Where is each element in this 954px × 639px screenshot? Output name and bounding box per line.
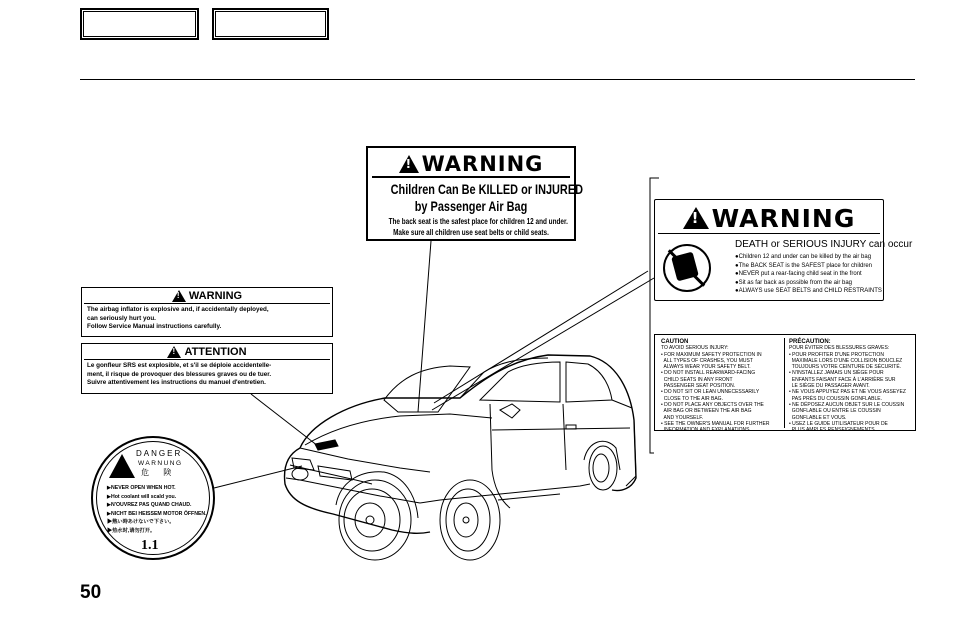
visor-bullet: ● Children 12 and under can be killed by the air bag — [735, 253, 882, 262]
warning-triangle-icon — [167, 346, 181, 358]
sun-visor-warning-label — [654, 199, 913, 301]
visor-bullet: ● ALWAYS use SEAT BELTS and CHILD RESTRAINTS — [735, 287, 882, 296]
airbag-inflator-attention-label — [81, 343, 333, 394]
attention-heading-text: ATTENTION — [184, 346, 247, 358]
inflator-warning-line3: Follow Service Manual instructions carefully. — [87, 323, 222, 330]
attention-line1: Le gonfleur SRS est explosible, et s'il se déploie accidentelle- — [87, 362, 272, 369]
caution-english-column — [661, 339, 769, 433]
disc-kiken-text: 危 険 — [141, 468, 178, 477]
main-label-line3: The back seat is the safest place for children 12 and under. — [388, 217, 568, 226]
radiator-cap-danger-label — [91, 436, 215, 560]
caution-english-line: INFORMATION AND EXPLANATIONS. — [661, 427, 751, 434]
disc-instruction-line — [107, 484, 207, 493]
visor-warning-heading — [658, 203, 880, 234]
disc-instruction-lines — [107, 484, 207, 535]
caution-french-line: ENFANTS FAISANT FACE À L'ARRIÈRE SUR — [789, 376, 896, 383]
caution-french-line: PAS PRÈS DU COUSSIN GONFLABLE. — [789, 395, 882, 402]
precaution-title: PRÉCAUTION: — [789, 339, 831, 345]
disc-danger-text: DANGER — [136, 449, 183, 458]
visor-warning-bullets — [735, 253, 882, 296]
attention-heading — [84, 345, 330, 360]
caution-english-line: ALL TYPES OF CRASHES, YOU MUST — [661, 357, 753, 364]
no-rear-facing-child-seat-icon — [663, 244, 711, 292]
disc-number: 1.1 — [141, 538, 159, 553]
caution-french-line: • NE VOUS APPUYEZ PAS ET NE VOUS ASSEYEZ — [789, 389, 906, 396]
attention-line2: ment, il risque de provoquer des blessures graves ou de tuer. — [87, 370, 272, 378]
disc-instruction-line — [107, 527, 207, 536]
caution-french-line: TOUJOURS VOTRE CEINTURE DE SÉCURITÉ. — [789, 364, 902, 371]
visor-warning-heading-text: WARNING — [711, 203, 856, 233]
caution-french-line: PLUS AMPLES RENSEIGNEMENTS. — [789, 427, 876, 434]
danger-triangle-icon — [109, 454, 135, 478]
main-warning-heading — [372, 151, 570, 178]
attention-body — [82, 360, 332, 388]
caution-english-line: • DO NOT SIT OR LEAN UNNECESSARILY — [661, 389, 760, 396]
warning-triangle-icon — [172, 290, 186, 302]
passenger-air-bag-warning-label — [366, 146, 584, 241]
caution-english-line: • FOR MAXIMUM SAFETY PROTECTION IN — [661, 351, 762, 358]
disc-instruction-text: ▶ 热水时,请勿打开。 — [107, 528, 155, 534]
disc-instruction-line — [107, 510, 207, 519]
caution-english-line: TO AVOID SERIOUS INJURY: — [661, 345, 729, 352]
disc-instruction-line — [107, 493, 207, 502]
main-label-line2: by Passenger Air Bag — [414, 198, 528, 214]
disc-instruction-text: ▶ 熱い時あけないで下さい。 — [107, 519, 174, 525]
caution-english-line: ALWAYS WEAR YOUR SAFETY BELT. — [661, 364, 751, 371]
caution-english-line: AND YOURSELF. — [661, 414, 704, 421]
disc-instruction-text: ▶ NEVER OPEN WHEN HOT. — [107, 485, 176, 491]
caution-french-line: MAXIMALE LORS D'UNE COLLISION BOUCLEZ — [789, 357, 903, 364]
caution-title: CAUTION — [661, 339, 689, 345]
disc-instruction-text: ▶ Hot coolant will scald you. — [107, 494, 176, 500]
warning-triangle-icon — [399, 155, 419, 173]
inflator-warning-body — [82, 304, 332, 332]
caution-divider — [784, 338, 785, 428]
caution-french-line: POUR ÉVITER DES BLESSURES GRAVES: — [789, 345, 890, 352]
main-warning-heading-text: WARNING — [421, 151, 544, 176]
caution-english-line: PASSENGER SEAT POSITION. — [661, 383, 736, 390]
caution-french-line: • N'INSTALLEZ JAMAIS UN SIÈGE POUR — [789, 370, 884, 377]
disc-warnung-text: WARNUNG — [138, 460, 183, 467]
caution-english-line: AIR BAG OR BETWEEN THE AIR BAG — [661, 408, 752, 415]
caution-french-line: GONFLABLE ET VOUS. — [789, 414, 847, 421]
caution-french-lines — [789, 345, 906, 433]
inflator-warning-heading-text: WARNING — [188, 290, 243, 302]
caution-english-line: • DO NOT PLACE ANY OBJECTS OVER THE — [661, 401, 764, 408]
caution-english-line: • DO NOT INSTALL REARWARD-FACING — [661, 370, 756, 377]
disc-instruction-line — [107, 518, 207, 527]
caution-french-line: GONFLABLE OU ENTRE LE COUSSIN — [789, 408, 881, 415]
inflator-warning-heading — [84, 289, 330, 304]
main-label-line1: Children Can Be KILLED or INJURED — [390, 181, 584, 197]
caution-french-line: • POUR PROFITER D'UNE PROTECTION — [789, 351, 884, 358]
caution-english-line: • SEE THE OWNER'S MANUAL FOR FURTHER — [661, 420, 770, 427]
disc-instruction-line — [107, 501, 207, 510]
visor-bullet: ● NEVER put a rear-facing child seat in the front — [735, 270, 882, 279]
caution-precaution-label — [654, 334, 916, 434]
disc-instruction-text: ▶ N'OUVREZ PAS QUAND CHAUD. — [107, 502, 191, 508]
caution-french-line: • USEZ LE GUIDE UTILISATEUR POUR DE — [789, 420, 888, 427]
caution-english-lines — [661, 345, 769, 433]
caution-english-line: CHILD SEATS IN ANY FRONT — [661, 376, 733, 383]
caution-french-line: • NE DÉPOSEZ AUCUN OBJET SUR LE COUSSIN — [789, 401, 905, 408]
inflator-warning-line2: can seriously hurt you. — [87, 314, 156, 322]
attention-line3: Suivre attentivement les instructions du manuel d'entretien. — [87, 379, 266, 386]
caution-french-line: LE SIÈGE DU PASSAGER AVANT. — [789, 383, 870, 390]
visor-bullet: ● Sit as far back as possible from the air bag — [735, 279, 882, 288]
caution-english-line: CLOSE TO THE AIR BAG. — [661, 395, 723, 402]
visor-bullet: ● The BACK SEAT is the SAFEST place for children — [735, 262, 882, 271]
death-injury-text: DEATH or SERIOUS INJURY can occur — [735, 239, 913, 250]
main-label-line4: Make sure all children use seat belts or child seats. — [393, 228, 549, 237]
warning-triangle-icon — [683, 207, 709, 229]
inflator-warning-line1: The airbag inflator is explosive and, if accidentally deployed, — [87, 306, 269, 313]
airbag-inflator-warning-label — [81, 287, 333, 337]
page-number: 50 — [80, 582, 102, 603]
disc-instruction-text: ▶ NICHT BEI HEISSEM MOTOR ÖFFNEN. — [107, 511, 207, 517]
caution-french-column — [789, 339, 906, 433]
